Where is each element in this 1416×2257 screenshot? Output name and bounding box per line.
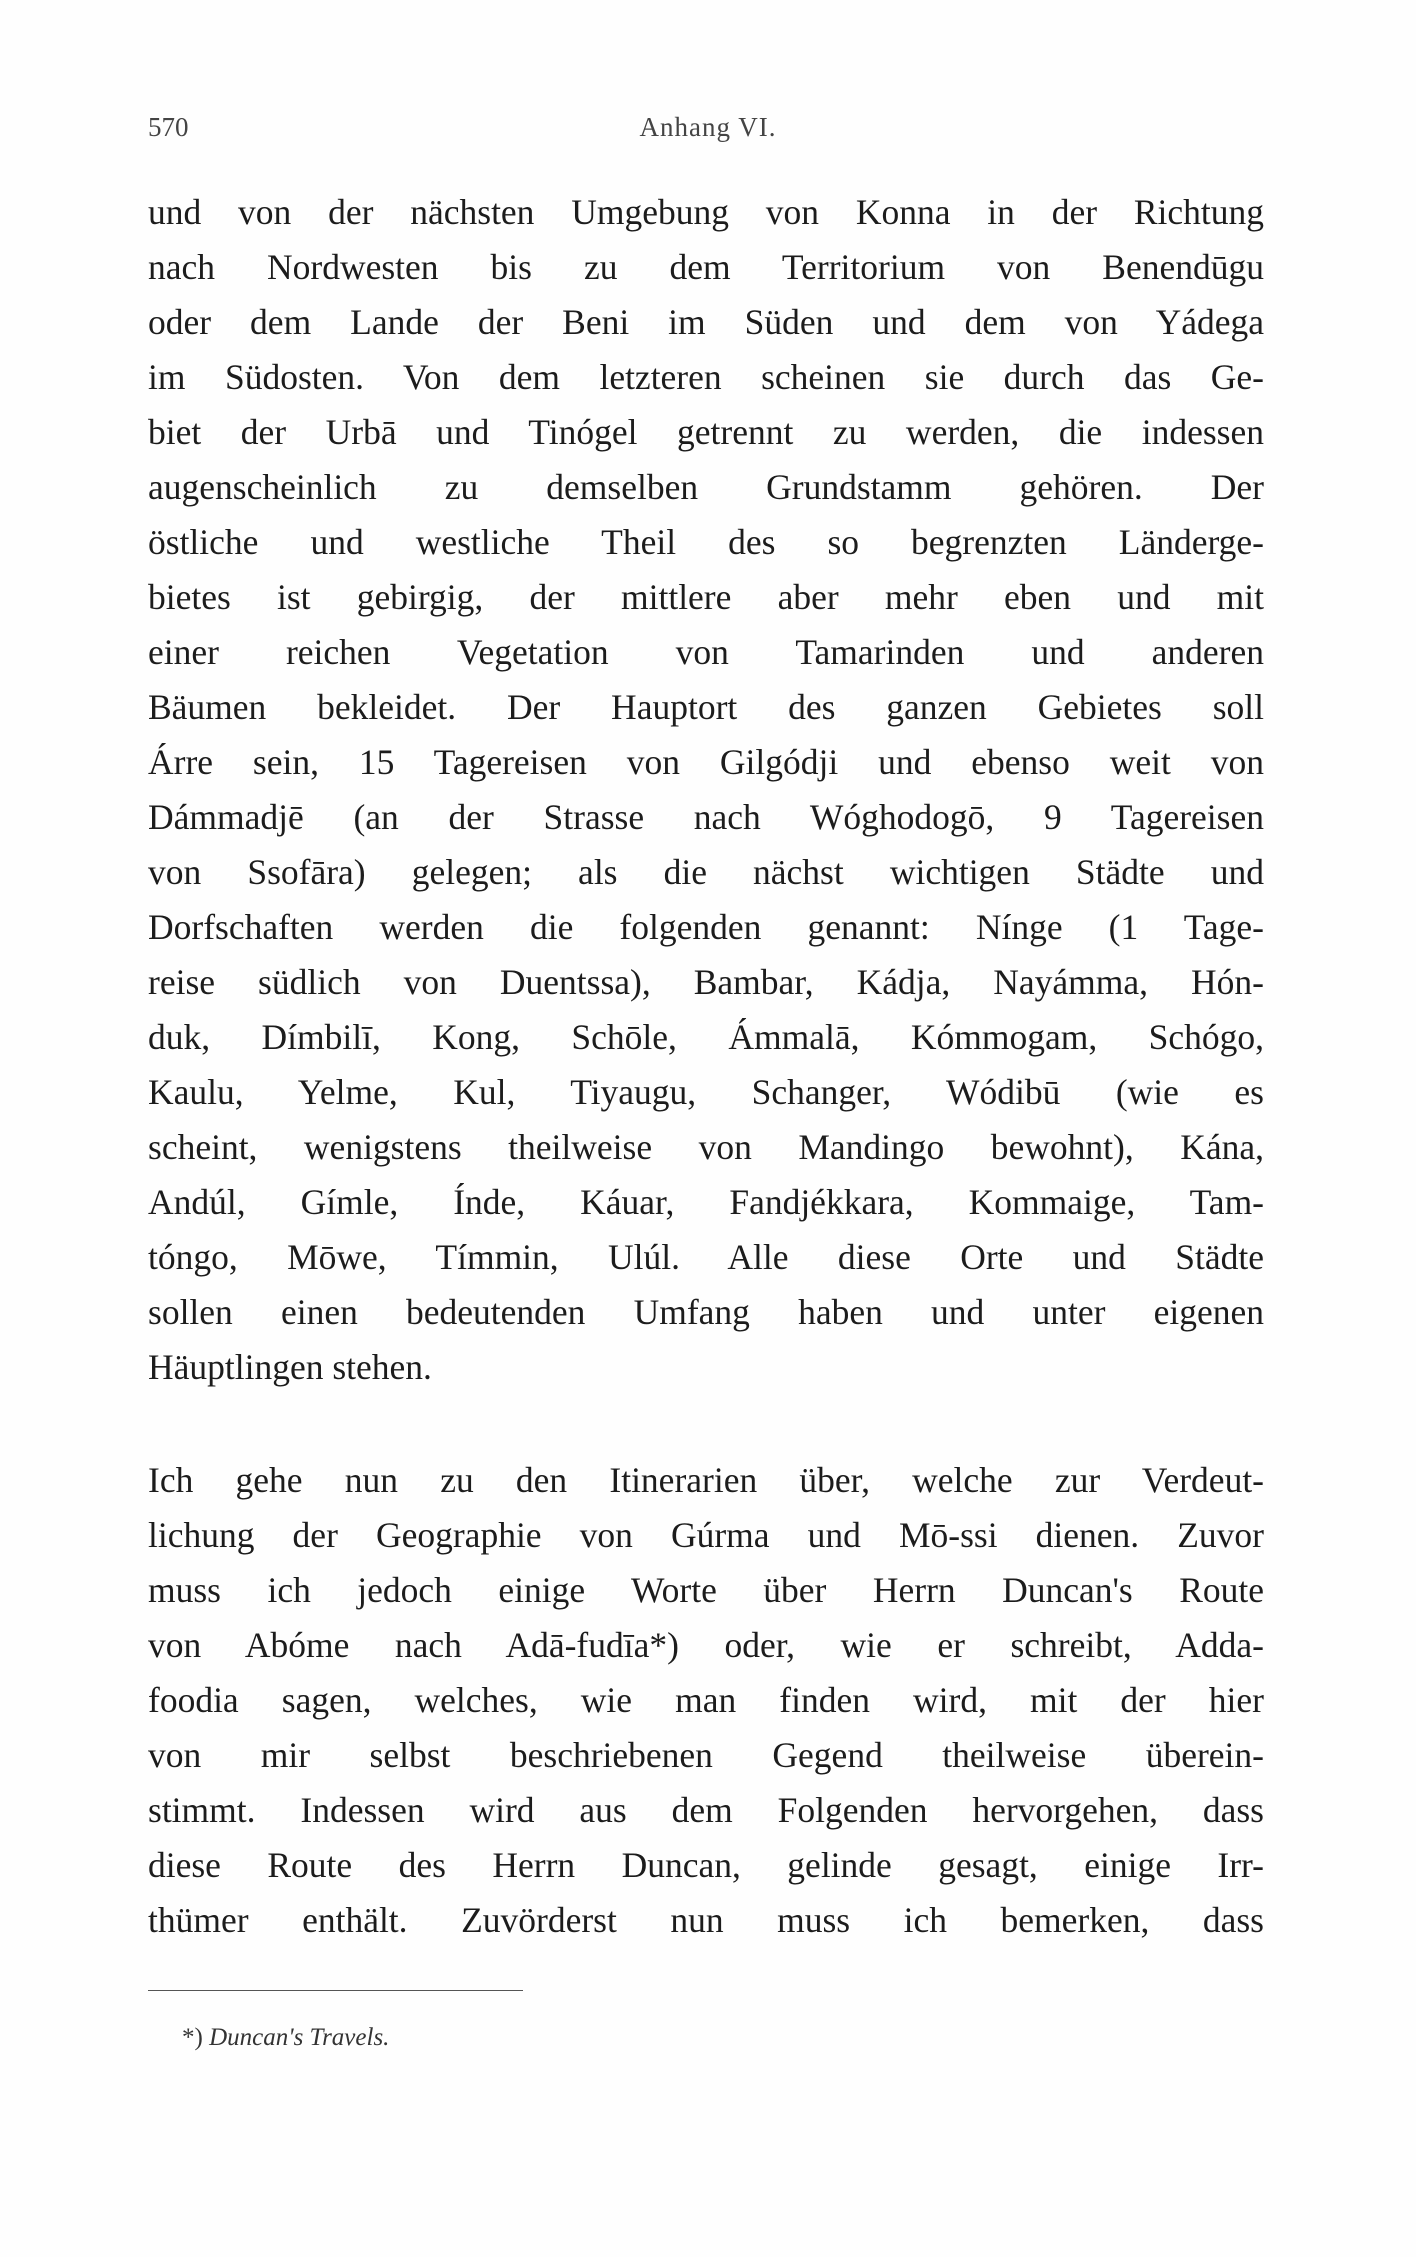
paragraph-2 <box>148 1453 1264 1948</box>
text-line: sollen einen bedeutenden Umfang haben und unter eigenen <box>148 1292 1264 1332</box>
text-line: diese Route des Herrn Duncan, gelinde gesagt, einige Irr- <box>148 1845 1264 1885</box>
text-line: Kaulu, Yelme, Kul, Tiyaugu, Schanger, Wódibū (wie es <box>148 1072 1264 1112</box>
text-line: reise südlich von Duentssa), Bambar, Kádja, Nayámma, Hón- <box>148 962 1264 1002</box>
text-line: Häuptlingen stehen. <box>148 1347 432 1387</box>
text-line: tóngo, Mōwe, Tímmin, Ulúl. Alle diese Orte und Städte <box>148 1237 1264 1277</box>
footnote-divider <box>148 1990 523 1991</box>
text-line: und von der nächsten Umgebung von Konna in der Richtung <box>148 192 1264 232</box>
text-line: augenscheinlich zu demselben Grundstamm gehören. Der <box>148 467 1264 507</box>
text-line: nach Nordwesten bis zu dem Territorium von Benendūgu <box>148 247 1264 287</box>
text-line: stimmt. Indessen wird aus dem Folgenden hervorgehen, dass <box>148 1790 1264 1830</box>
text-line: thümer enthält. Zuvörderst nun muss ich bemerken, dass <box>148 1900 1264 1940</box>
text-line: Árre sein, 15 Tagereisen von Gilgódji und ebenso weit von <box>148 742 1264 782</box>
paragraph-1 <box>148 185 1264 1395</box>
text-line: lichung der Geographie von Gúrma und Mō-ssi dienen. Zuvor <box>148 1515 1264 1555</box>
text-line: muss ich jedoch einige Worte über Herrn Duncan's Route <box>148 1570 1264 1610</box>
text-line: Dámmadjē (an der Strasse nach Wóghodogō, 9 Tagereisen <box>148 797 1264 837</box>
text-line: von Ssofāra) gelegen; als die nächst wichtigen Städte und <box>148 852 1264 892</box>
text-line: oder dem Lande der Beni im Süden und dem von Yádega <box>148 302 1264 342</box>
text-line: biet der Urbā und Tinógel getrennt zu werden, die indessen <box>148 412 1264 452</box>
footnote <box>182 2024 389 2052</box>
text-line: foodia sagen, welches, wie man finden wird, mit der hier <box>148 1680 1264 1720</box>
footnote-marker: *) <box>182 2024 203 2051</box>
text-line: duk, Dímbilī, Kong, Schōle, Ámmalā, Kómmogam, Schógo, <box>148 1017 1264 1057</box>
text-line: Bäumen bekleidet. Der Hauptort des ganzen Gebietes soll <box>148 687 1264 727</box>
page-header <box>148 112 1268 152</box>
footnote-text: Duncan's Travels. <box>209 2024 390 2051</box>
text-line: bietes ist gebirgig, der mittlere aber mehr eben und mit <box>148 577 1264 617</box>
text-line: einer reichen Vegetation von Tamarinden und anderen <box>148 632 1264 672</box>
page-number: 570 <box>148 112 189 142</box>
text-line: von Abóme nach Adā-fudīa*) oder, wie er schreibt, Adda- <box>148 1625 1264 1665</box>
text-line: im Südosten. Von dem letzteren scheinen sie durch das Ge- <box>148 357 1264 397</box>
text-line: scheint, wenigstens theilweise von Mandingo bewohnt), Kána, <box>148 1127 1264 1167</box>
text-line: von mir selbst beschriebenen Gegend theilweise überein- <box>148 1735 1264 1775</box>
running-head: Anhang VI. <box>639 112 777 142</box>
text-line: Ich gehe nun zu den Itinerarien über, welche zur Verdeut- <box>148 1460 1264 1500</box>
text-line: Andúl, Gímle, Índe, Káuar, Fandjékkara, Kommaige, Tam- <box>148 1182 1264 1222</box>
text-line: östliche und westliche Theil des so begrenzten Länderge- <box>148 522 1264 562</box>
text-line: Dorfschaften werden die folgenden genannt: Nínge (1 Tage- <box>148 907 1264 947</box>
